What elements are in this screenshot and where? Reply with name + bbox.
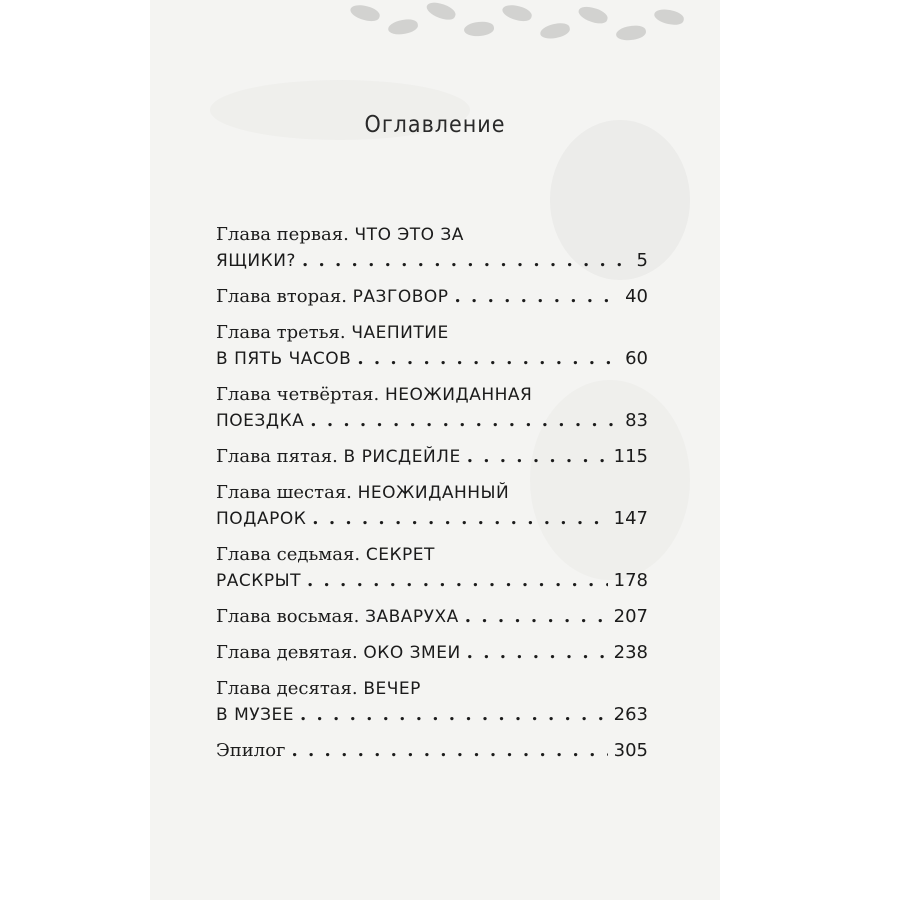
toc-entry[interactable]	[216, 480, 648, 532]
toc-entry-text	[216, 640, 461, 666]
dot-leader	[357, 346, 619, 372]
toc-entry-text	[216, 284, 449, 310]
dot-leader	[300, 702, 608, 728]
toc-entry-heading	[216, 542, 648, 568]
page-number: 207	[613, 606, 648, 627]
chapter-title-part1: НЕОЖИДАННАЯ	[385, 385, 533, 405]
chapter-prefix: Глава вторая.	[216, 286, 347, 307]
toc-entry[interactable]	[216, 738, 648, 764]
footprint-icon	[653, 7, 685, 27]
toc-entry-row	[216, 346, 648, 372]
toc-entry-heading	[216, 320, 648, 346]
toc-entry-row	[216, 604, 648, 630]
page-number: 238	[613, 642, 648, 663]
dot-leader	[312, 506, 607, 532]
footprint-icon	[387, 18, 419, 37]
toc-entry-text	[216, 702, 294, 728]
table-of-contents	[216, 222, 648, 774]
toc-entry-heading	[216, 676, 648, 702]
chapter-title: ПОЕЗДКА	[216, 411, 305, 431]
toc-entry-row	[216, 640, 648, 666]
chapter-prefix: Глава десятая.	[216, 678, 358, 699]
dot-leader	[467, 444, 608, 470]
chapter-title-part1: НЕОЖИДАННЫЙ	[357, 483, 510, 503]
chapter-prefix: Глава пятая.	[216, 446, 338, 467]
toc-entry-row	[216, 568, 648, 594]
footprint-icon	[425, 0, 458, 23]
page-number: 305	[613, 740, 648, 761]
chapter-title-part1: СЕКРЕТ	[365, 545, 435, 565]
toc-entry[interactable]	[216, 640, 648, 666]
toc-entry[interactable]	[216, 320, 648, 372]
page-title: Оглавление	[364, 112, 506, 138]
chapter-title: В ПЯТЬ ЧАСОВ	[216, 349, 352, 369]
toc-entry-text	[216, 346, 351, 372]
page-number: 83	[625, 410, 648, 431]
chapter-title-part1: ЧТО ЭТО ЗА	[354, 225, 464, 245]
toc-entry-row	[216, 738, 648, 764]
footprint-icon	[463, 21, 494, 38]
toc-entry-heading	[216, 222, 648, 248]
toc-entry-row	[216, 284, 648, 310]
toc-entry-text	[216, 738, 285, 764]
toc-entry-row	[216, 248, 648, 274]
dot-leader	[307, 568, 608, 594]
toc-entry-text	[216, 248, 296, 274]
toc-entry-row	[216, 506, 648, 532]
chapter-prefix: Глава седьмая.	[216, 544, 361, 565]
toc-entry[interactable]	[216, 284, 648, 310]
dot-leader	[455, 284, 620, 310]
toc-entry-row	[216, 702, 648, 728]
page-number: 178	[613, 570, 648, 591]
toc-entry-text	[216, 408, 304, 434]
page-number: 40	[625, 286, 648, 307]
dot-leader	[302, 248, 631, 274]
toc-entry[interactable]	[216, 444, 648, 470]
toc-entry-text	[216, 506, 306, 532]
chapter-prefix: Глава четвёртая.	[216, 384, 380, 405]
page-number: 263	[613, 704, 648, 725]
chapter-title: ЗАВАРУХА	[365, 607, 459, 627]
footprint-icon	[501, 2, 534, 23]
book-page	[150, 0, 720, 900]
toc-entry-text	[216, 604, 459, 630]
dot-leader	[467, 640, 608, 666]
toc-entry[interactable]	[216, 222, 648, 274]
chapter-prefix: Глава первая.	[216, 224, 349, 245]
chapter-prefix: Глава шестая.	[216, 482, 352, 503]
toc-entry-text	[216, 568, 301, 594]
toc-entry-row	[216, 444, 648, 470]
footprint-icon	[349, 2, 382, 23]
footprint-icon	[539, 21, 571, 41]
toc-entry[interactable]	[216, 676, 648, 728]
page-number: 147	[613, 508, 648, 529]
dot-leader	[291, 738, 607, 764]
chapter-title: В РИСДЕЙЛЕ	[343, 447, 461, 467]
toc-entry[interactable]	[216, 604, 648, 630]
chapter-prefix: Глава третья.	[216, 322, 346, 343]
chapter-title: ОКО ЗМЕИ	[363, 643, 461, 663]
chapter-title: РАЗГОВОР	[352, 287, 449, 307]
toc-entry-heading	[216, 382, 648, 408]
toc-entry-row	[216, 408, 648, 434]
chapter-prefix: Эпилог	[216, 740, 286, 761]
page-number: 5	[636, 250, 648, 271]
footprint-icon	[577, 4, 610, 27]
page-number: 60	[625, 348, 648, 369]
chapter-title-part1: ВЕЧЕР	[363, 679, 421, 699]
toc-entry-heading	[216, 480, 648, 506]
chapter-title: ЯЩИКИ?	[216, 251, 296, 271]
footprint-icon	[615, 24, 647, 42]
chapter-title: ПОДАРОК	[216, 509, 307, 529]
chapter-prefix: Глава восьмая.	[216, 606, 360, 627]
toc-entry[interactable]	[216, 382, 648, 434]
chapter-prefix: Глава девятая.	[216, 642, 358, 663]
toc-entry[interactable]	[216, 542, 648, 594]
toc-entry-text	[216, 444, 461, 470]
chapter-title-part1: ЧАЕПИТИЕ	[351, 323, 449, 343]
chapter-title: В МУЗЕЕ	[216, 705, 294, 725]
dot-leader	[465, 604, 608, 630]
page-number: 115	[613, 446, 648, 467]
dot-leader	[310, 408, 619, 434]
chapter-title: РАСКРЫТ	[216, 571, 301, 591]
